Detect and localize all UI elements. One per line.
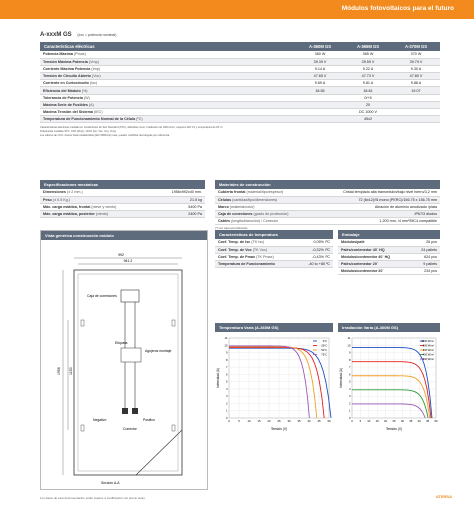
col-header: A-360M GS [308,44,332,49]
row-label-text: Tolerancia de Potencia [43,95,83,100]
y-tick-label: 4 [348,386,351,391]
y-tick-label: 10 [347,343,351,348]
row-value: 26 pcs [411,239,440,246]
legend-label: 0ºC [322,340,327,343]
y-tick-label: 3 [348,394,351,399]
row-value: 18.81 [344,87,392,94]
mechanical-table [40,189,205,218]
row-value: 72 (6x12)/Si mono (PERC)/156.75 x 156.75 mm [310,196,440,203]
y-tick-label: 7 [348,365,351,370]
row-value: 9.81 A [344,80,392,87]
table-row [215,218,440,225]
row-label-text: Dimensiones [43,190,66,195]
row-label [40,109,296,116]
y-axis-label: Intensidad (A) [216,368,220,388]
row-label-text: Coef. Temp. de Voc [218,247,252,252]
mount-hole [81,425,84,431]
row-label [40,116,296,123]
table-row [40,196,205,203]
x-tick-label: 5 [359,419,362,423]
table-row [215,253,333,260]
mount-hole [81,320,84,326]
electrical-notes [40,126,440,137]
table-row [215,239,333,246]
row-label [40,73,296,80]
table-row [40,101,440,108]
y-tick-label: 2 [348,401,351,406]
x-tick-label: 30 [287,419,291,423]
legend-label: 400 W/m² [422,353,434,357]
row-unit: (grado de protección) [253,212,289,217]
height-label: 1956 [57,367,61,375]
row-unit: (ºC) [136,117,143,122]
y-tick-label: 3 [225,394,228,399]
table-row [40,189,205,196]
table-row [215,246,333,253]
legend-label: 800 W/m² [422,344,434,348]
row-label [40,87,296,94]
x-tick-label: 40 [417,419,421,423]
x-tick-label: 0 [351,419,353,423]
temperature-title: Características de temperatura [215,230,333,239]
row-unit: (TK Voc) [252,247,268,252]
row-label [338,261,411,268]
row-value: 45±2 [296,116,440,123]
note-line: Los valores de CCC: Anexa Solar establecidas (IEC 60904-9) unas, pueden modificar tecnologías por referencia. [40,133,170,137]
x-axis-label: Tensión (V) [270,427,288,431]
chart-temperature [215,323,333,433]
model-name: A-xxxM GS [40,32,72,38]
y-tick-label: 6 [225,372,228,377]
y-tick-label: 7 [225,365,228,370]
connector-neg [122,408,128,414]
brand-logo: ATERSA [435,494,452,499]
row-value: 20 [296,101,440,108]
chart-svg-irradiance [338,332,440,432]
table-row [215,196,440,203]
note-line: Características eléctricas medidas en Condiciones de Test Standard (STC), definidas como: Irradiación de 1000 w/m², espectro AM 1.5 y temperatura de 25 ºC. [40,126,224,130]
table-row [40,51,440,58]
y-tick-label: 9 [225,350,228,355]
table-row [40,211,205,218]
legend-label: 25ºC [321,344,327,348]
row-value: 365 W [344,51,392,58]
materials-note: (*) Con capa anti-reflectante [215,227,248,231]
chart-irradiance [338,323,440,433]
table-row [215,189,440,196]
row-value: 1,200 mm, /4 mm²/MC4 compatible [310,218,440,225]
row-value: -40 to +85 ºC [297,261,333,268]
row-value: 0,05% /ºC [297,239,333,246]
row-unit: (%) [81,88,88,93]
row-value: 24 pallets [411,246,440,253]
table-row [40,87,440,94]
materials-table [215,189,440,225]
row-value: -0,43% /ºC [297,253,333,260]
row-unit: (TK Pmax) [256,254,274,259]
x-tick-label: 10 [367,419,371,423]
y-tick-label: 1 [225,408,228,413]
row-unit: (± 0.5 Kg.) [52,197,71,202]
mechanical-section [40,180,205,218]
row-label [215,246,297,253]
row-label-text: Máxima Serie de Fusibles [43,102,88,107]
row-value: 360 W [296,51,344,58]
row-value: 0/+5 [296,94,440,101]
module-inner [78,274,178,471]
electrical-section [40,42,440,137]
row-label [338,253,411,260]
row-label-text: Palés/contenedor 20´ [341,262,379,267]
y-tick-label: 0 [348,416,351,420]
row-value: 47.80 V [392,73,440,80]
x-tick-label: 30 [400,419,404,423]
chart-title: Temperatura Varía (A-360M GS) [215,323,333,332]
row-label [338,268,411,275]
row-label-text: Potencia Máxima [43,52,73,57]
y-tick-label: 4 [225,386,228,391]
row-value: 2400 Pa [135,211,205,218]
row-label [215,211,310,218]
table-row [40,109,440,116]
header-title: Módulos fotovoltaicos para el futuro [341,5,454,12]
row-label [40,211,135,218]
row-value: 624 pcs [411,253,440,260]
y-tick-label: 10 [224,343,228,348]
row-label-text: Módulos/contenedor 40´ HQ [341,254,391,259]
row-unit: (Pmax) [73,52,86,57]
note-line: Tolerancias medidas STC: ±3% (Pmp); ±10% (Isc, Voc, Imp, Vmp). [40,129,117,133]
y-tick-label: 8 [348,357,351,362]
footer-note: Los datos de esta documentación están sujetos a modificación sin previo aviso. [40,496,146,500]
junction-box [121,290,139,302]
table-row [40,65,440,72]
row-value: -0,32% /ºC [297,246,333,253]
module-drawing [41,240,207,488]
row-label-text: Eficiencia del Módulo [43,88,81,93]
legend-label: 200 W/m² [422,358,434,361]
y-tick-label: 6 [348,372,351,377]
row-unit: (TK Isc) [251,240,265,245]
row-label [40,101,296,108]
row-label [40,203,135,210]
row-value: 47.65 V [296,73,344,80]
legend-label: 1000 W/m² [421,340,434,343]
row-unit: (nieve y viento) [91,204,117,209]
row-unit: (Voc) [91,74,101,79]
section-label: Sección A-A [101,481,120,485]
table-row [40,73,440,80]
electrical-header [40,42,440,51]
row-value: 19.07 [392,87,440,94]
row-value: 9.69 A [296,80,344,87]
row-label-text: Temperatura de Funcionamiento Normal de la Célula [43,117,136,122]
x-axis-label: Tensión (V) [385,427,403,431]
row-label [215,253,297,260]
row-label [215,203,310,210]
row-unit: (Imp) [91,66,100,71]
row-label [40,189,135,196]
row-label [40,80,296,87]
positive-label: Positivo [143,418,155,422]
table-row [215,261,333,268]
y-tick-label: 1 [348,408,351,413]
row-label-text: Coef. Temp. de Pmax [218,254,256,259]
row-unit: (cantidad/tipo/dimensiones) [232,197,278,202]
drawing-title: Vista genérica construcción módulo [41,231,207,240]
row-label-text: Temperatura de Funcionamiento [218,262,275,267]
y-tick-label: 9 [348,350,351,355]
row-value: 9.22 A [344,65,392,72]
row-label-text: Cubierta frontal [218,190,246,195]
table-row [338,261,440,268]
legend-label: 50ºC [321,349,327,352]
row-value: DC 1000 V [296,109,440,116]
materials-section [215,180,440,231]
table-row [338,246,440,253]
row-label [40,51,296,58]
row-value: 39.79 V [392,58,440,65]
row-value: 21.5 kg [135,196,205,203]
holes-label: Agujeros montaje [145,349,172,353]
packaging-table [338,239,440,275]
row-label [40,94,296,101]
temperature-section [215,230,333,268]
x-tick-label: 40 [307,419,311,423]
table-row [338,253,440,260]
row-label [215,189,310,196]
row-label [40,58,296,65]
legend-label: 600 W/m² [422,349,434,352]
y-tick-label: 11 [224,336,228,340]
x-tick-label: 0 [228,419,230,423]
row-unit: (A) [88,102,94,107]
row-unit: (material/color) [229,204,255,209]
x-tick-label: 25 [277,419,281,423]
row-label-text: Módulos/contenedor 20´ [341,269,384,274]
x-tick-label: 15 [375,419,379,423]
row-label-text: Palés/contenedor 40´ HQ [341,247,385,252]
y-tick-label: 5 [348,379,351,384]
row-value: 9.30 A [392,65,440,72]
row-unit: (IEC) [93,110,103,115]
row-label-text: Tensión de Circuito Abierto [43,74,91,79]
electrical-columns [296,42,440,51]
col-header: A-365M GS [356,44,380,49]
row-label-text: Corriente en Cortocircuito [43,81,89,86]
x-tick-label: 35 [297,419,301,423]
table-row [215,211,440,218]
label-plate [121,348,141,362]
row-value: 39.39 V [296,58,344,65]
row-label-text: Caja de conexiones [218,212,253,217]
x-tick-label: 20 [384,419,388,423]
row-value: Aleación de aluminio anodizado /plata [310,203,440,210]
x-tick-label: 45 [317,419,321,423]
row-value: 370 W [392,51,440,58]
table-row [338,239,440,246]
y-tick-label: 0 [225,416,228,420]
row-value: 47.73 V [344,73,392,80]
row-unit: (Isc) [89,81,98,86]
row-unit: (material/tipo/espesor) [246,190,284,195]
row-value: 39.59 V [344,58,392,65]
y-tick-label: 2 [225,401,228,406]
header-bar [0,0,474,19]
model-subtitle: (xxx = potencia nominal) [77,33,117,37]
electrical-table [40,51,440,123]
row-label [215,218,310,225]
inner-label: 941.2 [123,259,133,263]
row-unit: (viento) [95,212,109,217]
row-label-text: Marco [218,204,229,209]
table-row [40,58,440,65]
packaging-section [338,230,440,275]
row-value: 9.88 A [392,80,440,87]
plate-label: Etiqueta [115,341,128,345]
mechanical-title: Especificaciones mecánicas [40,180,205,189]
chart-title: Irradiación Varía (A-360M GS) [338,323,440,332]
row-label-text: Tensión Máxima Potencia [43,59,88,64]
holes-dist-label: 1150 [69,367,73,375]
y-tick-label: 5 [225,379,228,384]
row-label-text: Máx. carga estática, posterior [43,212,95,217]
row-label [338,239,411,246]
materials-title: Materiales de construcción [215,180,440,189]
table-row [40,116,440,123]
table-row [40,80,440,87]
row-label-text: Máx. carga estática, frontal [43,204,91,209]
legend-label: 75ºC [321,353,327,357]
row-label-text: Células [218,197,232,202]
packaging-title: Embalaje [338,230,440,239]
row-label [215,196,310,203]
row-unit: (Vmp) [88,59,99,64]
connector-label: Conector [123,427,137,431]
row-label-text: Módulos/palé [341,240,365,245]
row-label [215,239,297,246]
row-label-text: Corriente Máxima Potencia [43,66,91,71]
x-tick-label: 45 [426,419,430,423]
x-tick-label: 50 [327,419,331,423]
col-header: A-370M GS [404,44,428,49]
row-value: IP67/3 diodos [310,211,440,218]
y-tick-label: 8 [225,357,228,362]
width-label: 992 [118,253,124,257]
row-label-text: Coef. Temp. de Isc [218,240,251,245]
temperature-table [215,239,333,268]
table-row [40,203,205,210]
row-unit: (± 2 mm.) [66,190,83,195]
row-label-text: Peso [43,197,52,202]
row-value: 9.14 A [296,65,344,72]
row-value: 9 pallets [411,261,440,268]
junction-label: Caja de conexiones [87,294,117,298]
x-tick-label: 25 [392,419,396,423]
row-label [338,246,411,253]
connector-pos [132,408,138,414]
row-unit: (longitud/sección) / Conector [231,219,279,224]
row-value: 1956x992x40 mm. [135,189,205,196]
electrical-title: Características eléctricas [44,44,95,49]
drawing-section [40,230,208,490]
model-title [40,32,116,38]
row-value: 18.55 [296,87,344,94]
table-row [40,94,440,101]
cut-line [136,430,182,475]
x-tick-label: 15 [257,419,261,423]
mount-hole [172,425,175,431]
row-label-text: Máxima Tensión del Sistema [43,110,93,115]
negative-label: Negativo [93,418,107,422]
row-label [40,65,296,72]
row-label [215,261,297,268]
row-value: 5400 Pa [135,203,205,210]
table-row [215,203,440,210]
x-tick-label: 50 [434,419,438,423]
x-tick-label: 35 [409,419,413,423]
table-row [338,268,440,275]
x-tick-label: 10 [247,419,251,423]
row-label-text: Cables [218,219,231,224]
mount-hole [172,320,175,326]
row-unit: (W) [83,95,90,100]
x-tick-label: 5 [238,419,240,423]
y-axis-label: Intensidad (A) [339,368,343,388]
x-tick-label: 20 [267,419,271,423]
y-tick-label: 11 [347,336,351,340]
row-value: 234 pcs [411,268,440,275]
row-value: Cristal templado alta transmisión/bajo nivel hierro/3,2 mm [310,189,440,196]
row-label [40,196,135,203]
chart-svg-temperature [215,332,333,432]
